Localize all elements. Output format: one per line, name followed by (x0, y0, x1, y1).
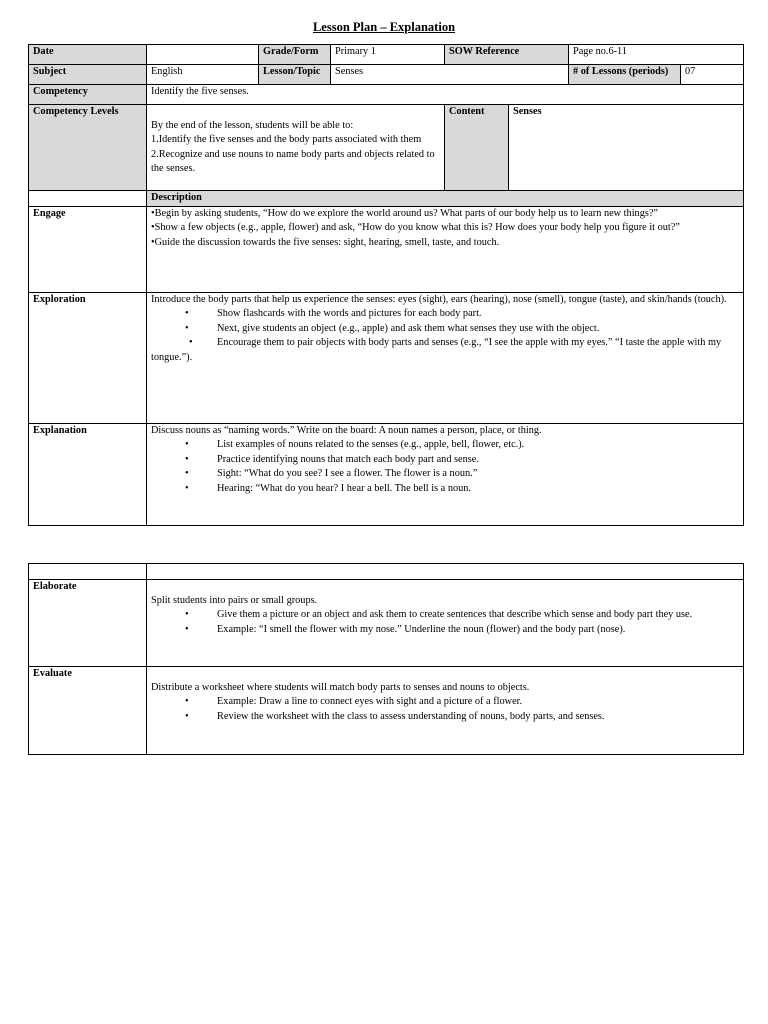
bullet-icon: • (185, 322, 189, 334)
evaluate-label: Evaluate (29, 667, 147, 755)
explanation-intro: Discuss nouns as “naming words.” Write on the board: A noun names a person, place, or thing. (151, 425, 542, 436)
list-item: • Example: Draw a line to connect eyes with sight and a picture of a flower. (151, 695, 739, 709)
engage-line: •Guide the discussion towards the five senses: sight, hearing, smell, taste, and touch. (151, 236, 500, 248)
explanation-label: Explanation (29, 424, 147, 526)
bullet-icon: • (185, 468, 189, 480)
lesson-plan-table-continued (28, 563, 744, 755)
bullet-icon: • (185, 609, 189, 621)
bullet-icon: • (185, 710, 189, 722)
engage-label: Engage (29, 207, 147, 293)
topic-label: Lesson/Topic (259, 65, 331, 85)
competency-levels-row (29, 105, 744, 191)
engage-line: •Show a few objects (e.g., apple, flower) and ask, “How do you know what this is? How does your body help you figure it out?” (151, 222, 680, 234)
explanation-content (147, 424, 744, 526)
content-value: Senses (509, 105, 744, 191)
engage-row (29, 207, 744, 293)
bullet-icon: • (185, 482, 189, 494)
explanation-row (29, 424, 744, 526)
list-item: • Practice identifying nouns that match each body part and sense. (151, 453, 739, 467)
competency-row (29, 85, 744, 105)
bullet-icon: • (185, 696, 189, 708)
exploration-intro: Introduce the body parts that help us experience the senses: eyes (sight), ears (hearing), nose (smell), tongue (taste), and skin/hands (touch). (151, 294, 727, 305)
sow-label: SOW Reference (445, 45, 569, 65)
page-title: Lesson Plan – Explanation (312, 20, 456, 34)
levels-item-1: 1.Identify the five senses and the body parts associated with them (151, 134, 422, 146)
evaluate-row (29, 667, 744, 755)
engage-content (147, 207, 744, 293)
bullet-icon: • (185, 308, 189, 320)
list-item: • Give them a picture or an object and ask them to create sentences that describe which sense and body part they use. (151, 608, 739, 622)
bullet-icon: • (185, 439, 189, 451)
list-item: • Next, give students an object (e.g., apple) and ask them what senses they use with the object. (151, 322, 739, 336)
levels-value (147, 105, 445, 191)
lessons-value: 07 (681, 65, 744, 85)
list-item: • Hearing: “What do you hear? I hear a bell. The bell is a noun. (151, 482, 739, 496)
levels-item-2: 2.Recognize and use nouns to name body parts and objects related to the senses. (151, 148, 435, 175)
bullet-icon: • (185, 623, 189, 635)
elaborate-content (147, 580, 744, 667)
evaluate-content (147, 667, 744, 755)
content-label: Content (445, 105, 509, 191)
list-item: • Sight: “What do you see? I see a flower. The flower is a noun.” (151, 467, 739, 481)
competency-value: Identify the five senses. (147, 85, 744, 105)
competency-label: Competency (29, 85, 147, 105)
date-value (147, 45, 259, 65)
levels-intro: By the end of the lesson, students will be able to: (151, 120, 354, 131)
elaborate-intro: Split students into pairs or small groups. (151, 595, 318, 606)
evaluate-intro: Distribute a worksheet where students will match body parts to senses and nouns to objects. (151, 682, 530, 693)
description-label: Description (147, 191, 744, 207)
description-spacer (29, 191, 147, 207)
date-row (29, 45, 744, 65)
lesson-plan-table (28, 44, 744, 526)
exploration-row (29, 293, 744, 424)
subject-label: Subject (29, 65, 147, 85)
exploration-bullet-wrap: • Encourage them to pair objects with body parts and senses (e.g., “I see the apple with my eyes.” “I taste the apple with my tongue.”). (151, 337, 722, 363)
exploration-label: Exploration (29, 293, 147, 424)
levels-label: Competency Levels (29, 105, 147, 191)
empty-cell (147, 564, 744, 580)
lessons-label: # of Lessons (periods) (569, 65, 681, 85)
grade-label: Grade/Form (259, 45, 331, 65)
bullet-icon: • (189, 337, 193, 349)
elaborate-label: Elaborate (29, 580, 147, 667)
list-item: • Example: “I smell the flower with my nose.” Underline the noun (flower) and the body part (nose). (151, 623, 739, 637)
elaborate-row (29, 580, 744, 667)
date-label: Date (29, 45, 147, 65)
subject-row (29, 65, 744, 85)
exploration-content (147, 293, 744, 424)
grade-value: Primary 1 (331, 45, 445, 65)
description-row (29, 191, 744, 207)
continued-header-row (29, 564, 744, 580)
bullet-icon: • (185, 453, 189, 465)
list-item: • Show flashcards with the words and pictures for each body part. (151, 307, 739, 321)
list-item: • List examples of nouns related to the senses (e.g., apple, bell, flower, etc.). (151, 438, 739, 452)
engage-line: •Begin by asking students, “How do we explore the world around us? What parts of our body help us to learn new things?” (151, 208, 658, 219)
sow-value: Page no.6-11 (569, 45, 744, 65)
subject-value: English (147, 65, 259, 85)
empty-cell (29, 564, 147, 580)
list-item: • Review the worksheet with the class to assess understanding of nouns, body parts, and senses. (151, 710, 739, 724)
topic-value: Senses (331, 65, 569, 85)
